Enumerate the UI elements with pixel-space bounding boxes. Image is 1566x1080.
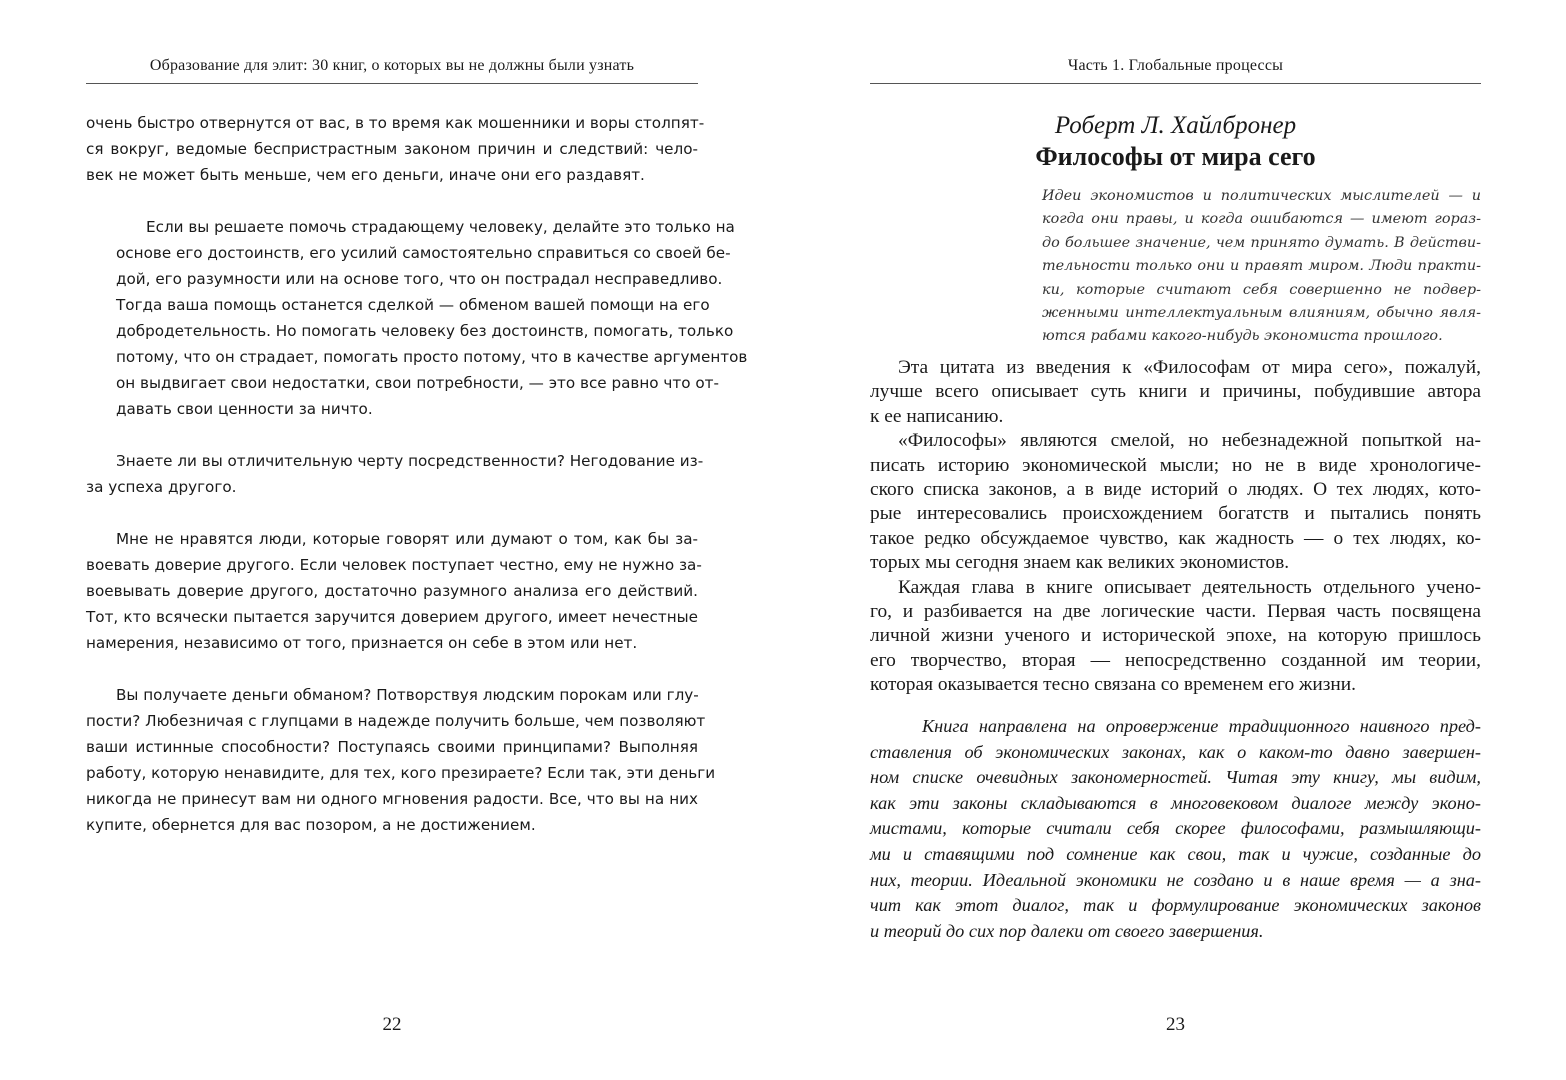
text-line: давать свои ценности за ничто. xyxy=(116,400,373,418)
text-line: очень быстро отвернутся от вас, в то время как мошенники и воры столпят- xyxy=(86,114,705,132)
right-running-head: Часть 1. Глобальные процессы xyxy=(1067,57,1284,74)
paragraph xyxy=(86,526,702,656)
text-line: Вы получаете деньги обманом? Потворствуя людским порокам или глу- xyxy=(116,686,699,704)
paragraph xyxy=(86,682,716,838)
text-line: добродетельность. Но помогать человеку без достоинств, помогать, только xyxy=(116,322,734,340)
quote-line: ном списке очевидных закономерностей. Читая эту книгу, мы видим, xyxy=(870,767,1481,788)
text-line: воевывать доверие другого, достаточно разумного анализа его действий. xyxy=(86,582,698,600)
right-page xyxy=(870,0,1481,1080)
quote-line: и теорий до сих пор далеки от своего завершения. xyxy=(870,920,1264,941)
text-line: лучше всего описывает суть книги и причины, побудившие автора xyxy=(870,381,1481,403)
epigraph-line: тельности только они и правят миром. Люди практи- xyxy=(1042,258,1481,275)
text-line: пости? Любезничая с глупцами в надежде получить больше, чем позволяют xyxy=(86,712,706,730)
text-line: Каждая глава в книге описывает деятельность отдельного учено- xyxy=(898,576,1481,598)
left-page-body xyxy=(86,110,748,864)
quote-line: ставления об экономических законах, как о каком-то давно завершен- xyxy=(870,741,1481,762)
paragraph xyxy=(86,110,705,188)
left-header-rule xyxy=(86,83,698,84)
text-line: Эта цитата из введения к «Философам от мира сего», пожалуй, xyxy=(898,357,1481,378)
epigraph-line: Идеи экономистов и политических мыслителей — и xyxy=(1042,188,1481,204)
quote-line: ми и ставящими под сомнение как свои, так и чужие, созданные до xyxy=(870,843,1481,864)
text-line: Мне не нравятся люди, которые говорят или думают о том, как бы за- xyxy=(116,530,698,548)
text-line: писать историю экономической мысли; но не в виде хронологиче- xyxy=(870,454,1481,476)
epigraph xyxy=(1042,185,1481,349)
paragraph xyxy=(86,448,704,500)
epigraph-line: когда они правы, и когда ошибаются — имеют гораз- xyxy=(1042,211,1481,228)
text-line: к ее написанию. xyxy=(870,405,1004,427)
left-page xyxy=(86,0,748,1080)
text-line: Знаете ли вы отличительную черту посредственности? Негодование из- xyxy=(116,452,704,470)
text-line: ского списка законов, а в виде историй о людях. О тех людях, кото- xyxy=(870,479,1481,501)
quote-line: них, теории. Идеальной экономики не создано и в наше время — а зна- xyxy=(870,869,1481,890)
paragraph xyxy=(86,214,748,422)
right-page-body xyxy=(870,356,1481,698)
text-line: Тогда ваша помощь останется сделкой — обменом вашей помощи на его xyxy=(116,296,710,314)
text-line: купите, обернется для вас позором, а не достижением. xyxy=(86,816,536,834)
text-line: рые интересовались происхождением богатств и пытались понять xyxy=(870,503,1481,525)
text-line: го, и разбивается на две логические части. Первая часть посвящена xyxy=(870,601,1481,623)
text-line: воевать доверие другого. Если человек поступает честно, ему не нужно за- xyxy=(86,556,702,574)
quote-line: как эти законы складываются в многовековом диалоге между эконо- xyxy=(870,792,1481,813)
text-line: Тот, кто всячески пытается заручится доверием другого, имеет нечестные xyxy=(86,608,698,626)
epigraph-line: ки, которые считают себя совершенно не подвер- xyxy=(1042,281,1481,298)
epigraph-line: женными интеллектуальным влияниям, обычно явля- xyxy=(1042,305,1481,322)
quote-line: мистами, которые считали себя скорее философами, размышляющи- xyxy=(870,818,1481,839)
quote-line: чит как этот диалог, так и формулирование экономических законов xyxy=(870,895,1481,916)
text-line: работу, которую ненавидите, для тех, кого презираете? Если так, эти деньги xyxy=(86,764,716,782)
text-line: Если вы решаете помочь страдающему человеку, делайте это только на xyxy=(146,218,735,236)
text-line: такое редко обсуждаемое чувство, как жадность — о тех людях, ко- xyxy=(870,527,1481,549)
chapter-book-title: Философы от мира сего xyxy=(1035,142,1316,171)
right-header-rule xyxy=(870,83,1481,84)
text-line: «Философы» являются смелой, но небезнадежной попыткой на- xyxy=(898,430,1481,452)
text-line: торых мы сегодня знаем как великих экономистов. xyxy=(870,552,1290,574)
text-line: ся вокруг, ведомые беспристрастным законом причин и следствий: чело- xyxy=(86,140,698,158)
text-line: за успеха другого. xyxy=(86,478,237,496)
epigraph-line: ются рабами какого-нибудь экономиста прошлого. xyxy=(1042,328,1443,345)
left-running-head: Образование для элит: 30 книг, о которых вы не должны были узнать xyxy=(149,57,635,74)
text-line: дой, его разумности или на основе того, что он пострадал несправедливо. xyxy=(116,270,723,288)
text-line: ваши истинные способности? Поступаясь своими принципами? Выполняя xyxy=(86,738,698,756)
text-line: он выдвигает свои недостатки, свои потребности, — это все равно что от- xyxy=(116,374,719,392)
text-line: его творчество, вторая — непосредственно созданной им теории, xyxy=(870,649,1481,671)
text-line: век не может быть меньше, чем его деньги, иначе они его раздавят. xyxy=(86,166,645,184)
epigraph-line: до большее значение, чем принято думать. В действи- xyxy=(1042,234,1481,251)
right-page-number: 23 xyxy=(1166,1014,1185,1035)
closing-quote xyxy=(870,714,1481,944)
text-line: личной жизни ученого и исторической эпохе, на которую пришлось xyxy=(870,625,1481,647)
left-page-number: 22 xyxy=(382,1014,402,1035)
text-line: которая оказывается тесно связана со временем его жизни. xyxy=(870,674,1357,696)
text-line: намерения, независимо от того, признается он себе в этом или нет. xyxy=(86,634,638,652)
quote-line: Книга направлена на опровержение традиционного наивного пред- xyxy=(922,716,1481,736)
chapter-author: Роберт Л. Хайлбронер xyxy=(1054,112,1297,139)
text-line: основе его достоинств, его усилий самостоятельно справиться со своей бе- xyxy=(116,244,731,262)
text-line: никогда не принесут вам ни одного мгновения радости. Все, что вы на них xyxy=(86,790,698,808)
text-line: потому, что он страдает, помогать просто потому, что в качестве аргументов xyxy=(116,348,748,366)
